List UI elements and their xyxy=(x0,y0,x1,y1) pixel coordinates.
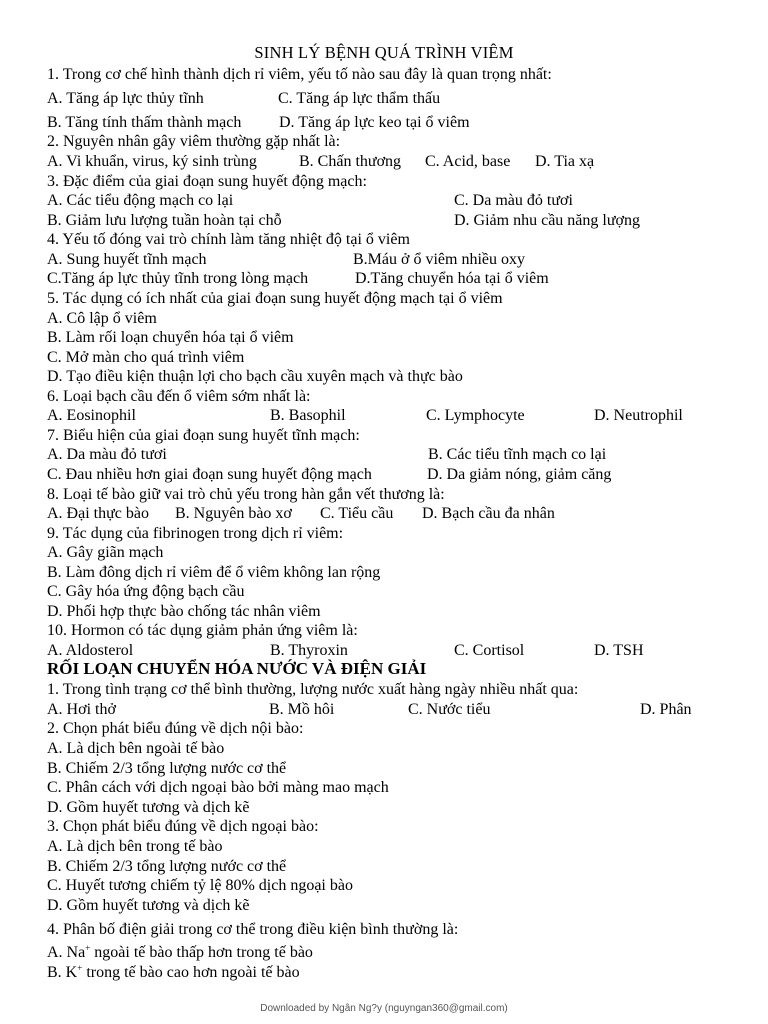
q4-option-a: A. Sung huyết tĩnh mạch xyxy=(47,251,207,268)
q2-option-a: A. Vi khuẩn, virus, ký sinh trùng xyxy=(47,153,257,170)
q10-option-b: B. Thyroxin xyxy=(270,642,348,659)
s2-question-3: 3. Chọn phát biểu đúng về dịch ngoại bào: xyxy=(47,818,319,835)
q5-option-d: D. Tạo điều kiện thuận lợi cho bạch cầu xuyên mạch và thực bào xyxy=(47,368,463,385)
question-10: 10. Hormon có tác dụng giảm phản ứng viêm là: xyxy=(47,622,358,639)
q2-option-b: B. Chấn thương xyxy=(299,153,402,170)
question-1: 1. Trong cơ chế hình thành dịch rỉ viêm, yếu tố nào sau đây là quan trọng nhất: xyxy=(47,66,552,83)
s2q2-option-c: C. Phân cách với dịch ngoại bào bởi màng mao mạch xyxy=(47,779,389,796)
s2-question-4: 4. Phân bố điện giải trong cơ thể trong điều kiện bình thường là: xyxy=(47,921,459,938)
s2q4-b-rest: trong tế bào cao hơn ngoài tế bào xyxy=(82,964,300,981)
question-3: 3. Đặc điểm của giai đoạn sung huyết động mạch: xyxy=(47,173,367,190)
s2q1-option-b: B. Mồ hôi xyxy=(269,701,335,718)
q5-option-b: B. Làm rối loạn chuyển hóa tại ổ viêm xyxy=(47,329,294,346)
s2q4-option-b xyxy=(47,959,300,982)
s2q4-b-superscript: + xyxy=(77,963,83,973)
q4-option-c: C.Tăng áp lực thủy tĩnh trong lòng mạch xyxy=(47,270,309,287)
s2q1-option-a: A. Hơi thở xyxy=(47,701,116,718)
page-title: SINH LÝ BỆNH QUÁ TRÌNH VIÊM xyxy=(254,43,514,62)
q1-option-b: B. Tăng tính thấm thành mạch xyxy=(47,114,242,131)
question-7: 7. Biểu hiện của giai đoạn sung huyết tĩnh mạch: xyxy=(47,427,360,444)
s2q4-a-prefix: A. Na xyxy=(47,944,86,961)
q3-option-a: A. Các tiểu động mạch co lại xyxy=(47,192,234,209)
s2-question-1: 1. Trong tình trạng cơ thể bình thường, lượng nước xuất hàng ngày nhiều nhất qua: xyxy=(47,681,579,698)
q10-option-c: C. Cortisol xyxy=(454,642,525,659)
s2q1-option-c: C. Nước tiểu xyxy=(408,701,491,718)
q5-option-a: A. Cô lập ổ viêm xyxy=(47,310,157,327)
q3-option-d: D. Giảm nhu cầu năng lượng xyxy=(454,212,640,229)
q6-option-c: C. Lymphocyte xyxy=(426,407,525,424)
q8-option-b: B. Nguyên bào xơ xyxy=(175,505,292,522)
s2q4-b-prefix: B. K xyxy=(47,964,78,981)
q7-option-d: D. Da giảm nóng, giảm căng xyxy=(427,466,612,483)
question-5: 5. Tác dụng có ích nhất của giai đoạn sung huyết động mạch tại ổ viêm xyxy=(47,290,503,307)
q8-option-d: D. Bạch cầu đa nhân xyxy=(422,505,555,522)
s2q2-option-a: A. Là dịch bên ngoài tế bào xyxy=(47,740,225,757)
q6-option-d: D. Neutrophil xyxy=(594,407,683,424)
q9-option-d: D. Phối hợp thực bào chống tác nhân viêm xyxy=(47,603,321,620)
s2q2-option-b: B. Chiếm 2/3 tổng lượng nước cơ thể xyxy=(47,760,287,777)
q8-option-a: A. Đại thực bào xyxy=(47,505,149,522)
question-4: 4. Yếu tố đóng vai trò chính làm tăng nhiệt độ tại ổ viêm xyxy=(47,231,410,248)
q9-option-c: C. Gây hóa ứng động bạch cầu xyxy=(47,583,245,600)
q9-option-b: B. Làm đông dịch rỉ viêm để ổ viêm không lan rộng xyxy=(47,564,381,581)
section-heading: RỐI LOẠN CHUYỂN HÓA NƯỚC VÀ ĐIỆN GIẢI xyxy=(47,659,427,678)
question-2: 2. Nguyên nhân gây viêm thường gặp nhất là: xyxy=(47,133,341,150)
s2q3-option-a: A. Là dịch bên trong tế bào xyxy=(47,838,223,855)
q4-option-b: B.Máu ở ổ viêm nhiều oxy xyxy=(353,251,525,268)
s2q4-a-rest: ngoài tế bào thấp hơn trong tế bào xyxy=(90,944,313,961)
q7-option-a: A. Da màu đỏ tươi xyxy=(47,446,167,463)
s2q3-option-c: C. Huyết tương chiếm tỷ lệ 80% dịch ngoại bào xyxy=(47,877,353,894)
q6-option-b: B. Basophil xyxy=(270,407,346,424)
q1-option-a: A. Tăng áp lực thủy tĩnh xyxy=(47,90,204,107)
q10-option-a: A. Aldosterol xyxy=(47,642,134,659)
q6-option-a: A. Eosinophil xyxy=(47,407,136,424)
q8-option-c: C. Tiểu cầu xyxy=(320,505,394,522)
q2-option-c: C. Acid, base xyxy=(425,153,511,170)
q1-option-c: C. Tăng áp lực thẩm thấu xyxy=(278,90,441,107)
s2q2-option-d: D. Gồm huyết tương và dịch kẽ xyxy=(47,799,250,816)
s2q3-option-b: B. Chiếm 2/3 tổng lượng nước cơ thể xyxy=(47,858,287,875)
q10-option-d: D. TSH xyxy=(594,642,644,659)
q5-option-c: C. Mở màn cho quá trình viêm xyxy=(47,349,245,366)
q7-option-c: C. Đau nhiều hơn giai đoạn sung huyết động mạch xyxy=(47,466,372,483)
q7-option-b: B. Các tiểu tĩnh mạch co lại xyxy=(428,446,607,463)
q2-option-d: D. Tia xạ xyxy=(535,153,595,170)
s2q3-option-d: D. Gồm huyết tương và dịch kẽ xyxy=(47,897,250,914)
question-9: 9. Tác dụng của fibrinogen trong dịch rỉ viêm: xyxy=(47,525,344,542)
s2-question-2: 2. Chọn phát biểu đúng về dịch nội bào: xyxy=(47,720,304,737)
download-footer: Downloaded by Ngân Ng?y (nguyngan360@gmail.com) xyxy=(260,1003,508,1014)
q9-option-a: A. Gây giãn mạch xyxy=(47,544,164,561)
q3-option-b: B. Giảm lưu lượng tuần hoàn tại chỗ xyxy=(47,212,282,229)
q1-option-d: D. Tăng áp lực keo tại ổ viêm xyxy=(279,114,470,131)
s2q1-option-d: D. Phân xyxy=(640,701,692,718)
q4-option-d: D.Tăng chuyển hóa tại ổ viêm xyxy=(355,270,549,287)
question-6: 6. Loại bạch cầu đến ổ viêm sớm nhất là: xyxy=(47,388,311,405)
s2q4-a-superscript: + xyxy=(85,943,91,953)
q3-option-c: C. Da màu đỏ tươi xyxy=(454,192,573,209)
question-8: 8. Loại tế bào giữ vai trò chủ yếu trong hàn gắn vết thương là: xyxy=(47,486,445,503)
